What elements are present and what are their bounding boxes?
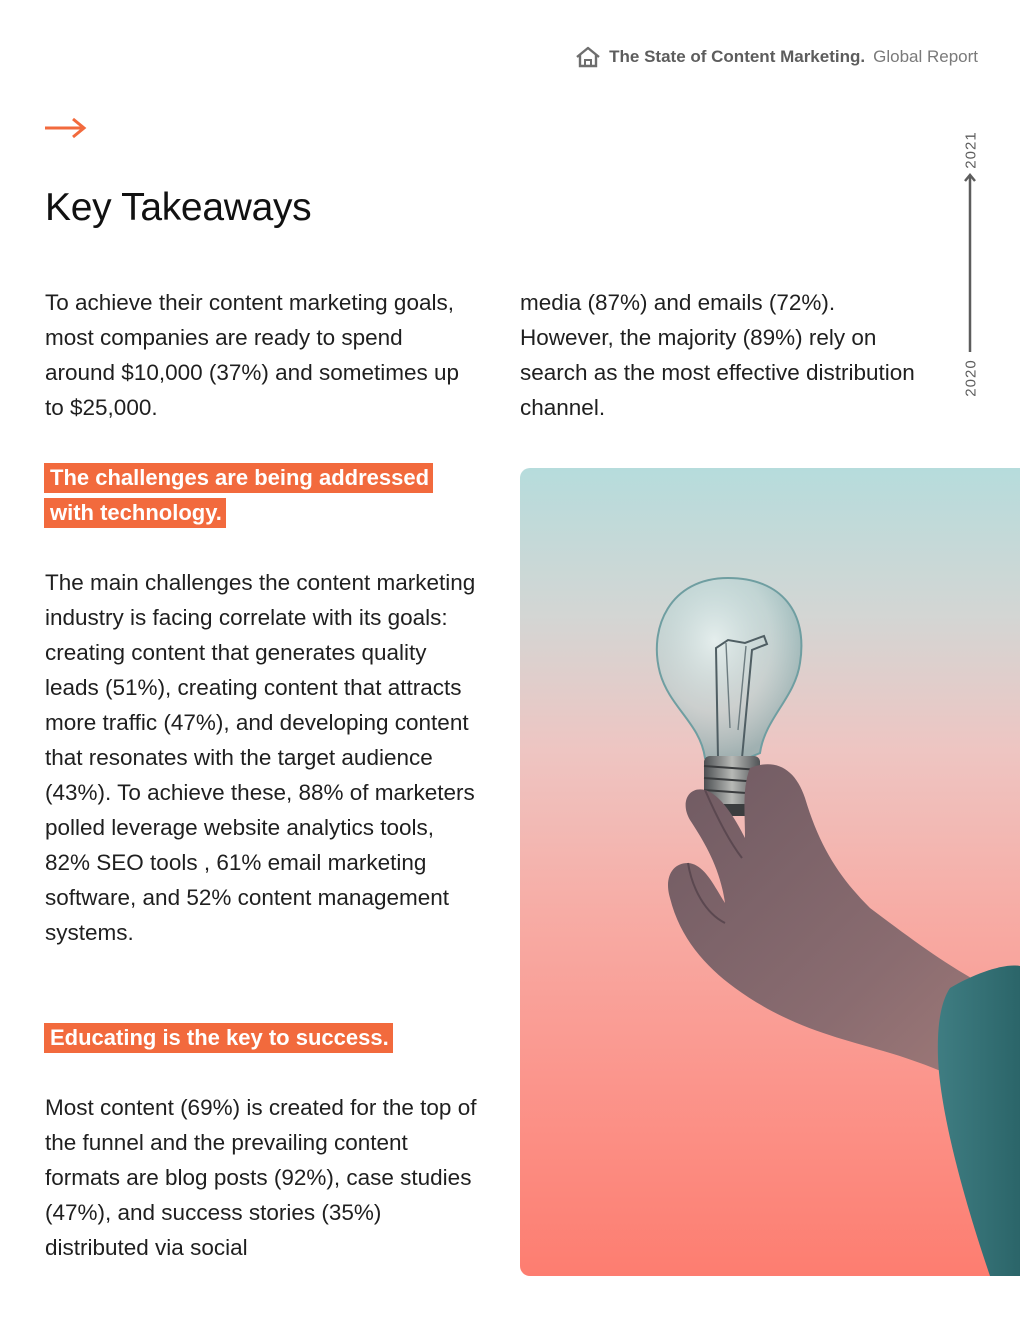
funnel-paragraph: Most content (69%) is created for the top of the funnel and the prevailing content formats are blog posts (92%), case studies (47%), and success stories (35%) distributed via social	[45, 1095, 477, 1260]
highlight-technology: The challenges are being addressed with technology.	[44, 460, 474, 530]
home-icon	[575, 46, 601, 68]
arrow-right-icon	[44, 116, 88, 140]
timeline-end-year: 2021	[962, 131, 980, 169]
year-timeline	[953, 120, 987, 410]
timeline-arrow-icon	[963, 172, 977, 354]
timeline-start-year: 2020	[962, 359, 980, 397]
lightbulb-photo	[520, 468, 1020, 1276]
report-title: The State of Content Marketing.	[609, 47, 866, 66]
hand-holding-lightbulb-illustration	[520, 468, 1020, 1276]
intro-paragraph: To achieve their content marketing goals, most companies are ready to spend around $10,000 (37%) and sometimes up to $25,000.	[45, 290, 460, 420]
page-title: Key Takeaways	[45, 186, 312, 229]
distribution-paragraph: media (87%) and emails (72%). However, the majority (89%) rely on search as the most effective distribution channel.	[520, 290, 915, 420]
report-subtitle: Global Report	[873, 47, 978, 66]
report-header	[575, 46, 978, 68]
highlight-educating: Educating is the key to success.	[44, 1020, 474, 1055]
challenges-paragraph: The main challenges the content marketing industry is facing correlate with its goals: creating content that generates quality leads (51%), creating content that attracts more traffic (47%), and developing content that resonates with the target audience (43%). To achieve these, 88% of marketers polled leverage website analytics tools, 82% SEO tools , 61% email marketing software, and 52% content management systems.	[45, 570, 476, 945]
